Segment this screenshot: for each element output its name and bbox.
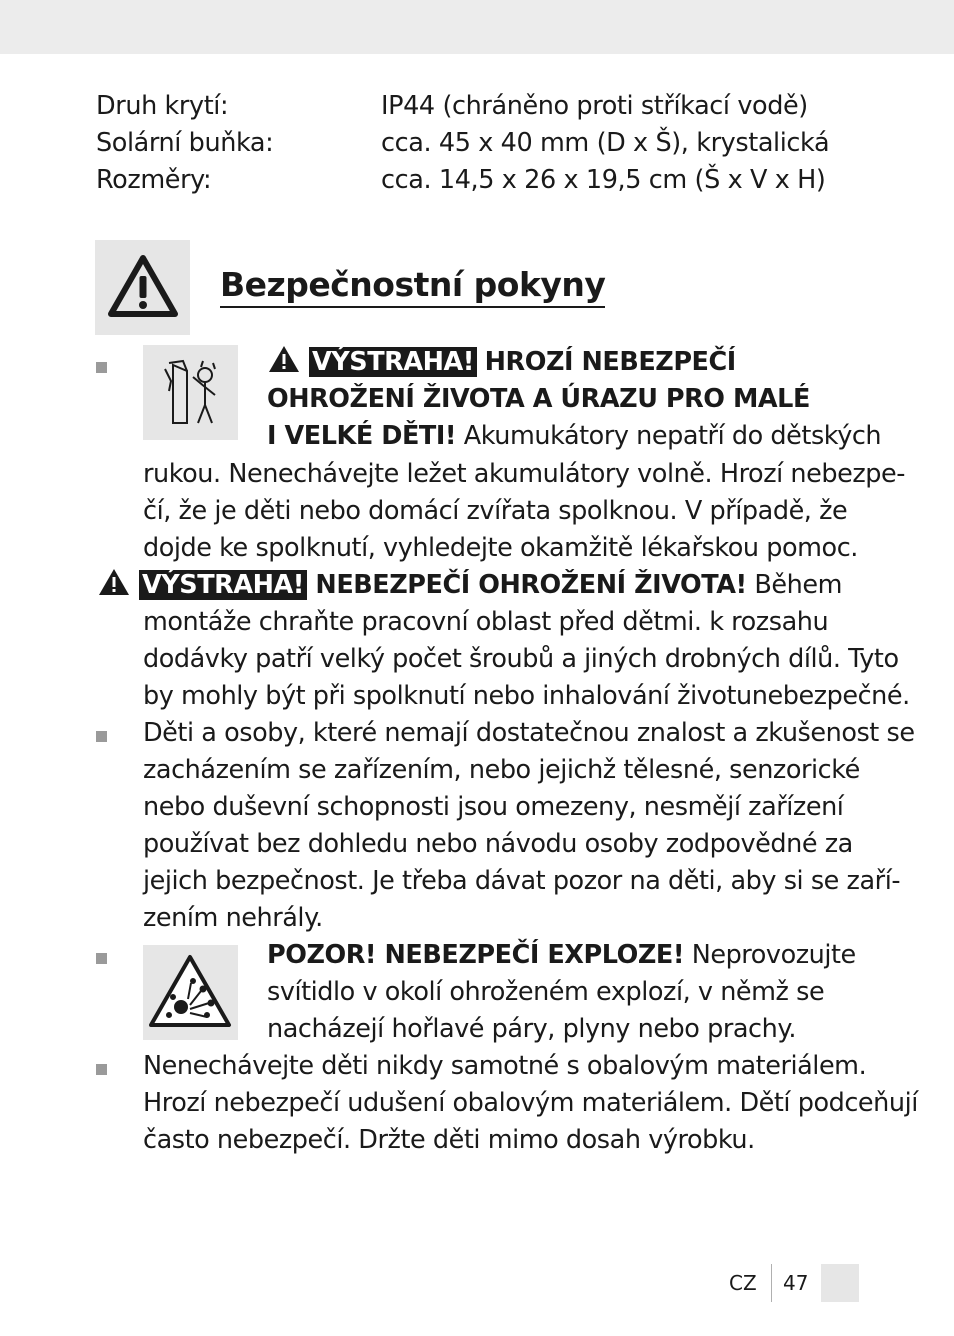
section-warning-box xyxy=(95,240,190,335)
bullet xyxy=(96,1064,107,1075)
body-text: by mohly být při spolknutí nebo inhalování životunebezpečné. xyxy=(143,681,910,711)
spec-row xyxy=(96,125,856,162)
warning-heading: I VELKÉ DĚTI! xyxy=(267,421,457,451)
warning-triangle-icon xyxy=(267,344,301,374)
explosion-pictogram xyxy=(143,945,238,1040)
body-text: dodávky patří velký počet šroubů a jiných drobných dílů. Tyto xyxy=(143,644,899,674)
warning-label: VÝSTRAHA! xyxy=(309,347,477,377)
item2-line xyxy=(97,567,842,604)
section-title: Bezpečnostní pokyny xyxy=(220,265,605,308)
footer-language: CZ xyxy=(729,1271,757,1295)
body-text: čí, že je děti nebo domácí zvířata spolknou. V případě, že xyxy=(143,496,848,526)
body-text: dojde ke spolknutí, vyhledejte okamžitě lékařskou pomoc. xyxy=(143,533,858,563)
body-text: Neprovozujte xyxy=(684,940,856,970)
warning-heading: HROZÍ NEBEZPEČÍ xyxy=(484,347,736,377)
explosion-hazard-icon xyxy=(143,945,238,1040)
top-band xyxy=(0,0,954,54)
body-text: jejich bezpečnost. Je třeba dávat pozor na děti, aby si se zaří- xyxy=(143,866,901,896)
spec-row xyxy=(96,88,856,125)
spec-value: IP44 (chráněno proti stříkací vodě) xyxy=(381,91,808,121)
warning-triangle-icon xyxy=(107,254,179,320)
item4-line xyxy=(267,937,856,974)
child-with-packaging-icon xyxy=(143,345,238,440)
body-text: Akumukátory nepatří do dětských xyxy=(456,421,882,451)
body-text: Během xyxy=(746,570,842,600)
body-text: zením nehrály. xyxy=(143,903,323,933)
warning-heading: POZOR! NEBEZPEČÍ EXPLOZE! xyxy=(267,940,685,970)
spec-table xyxy=(96,88,856,199)
bullet xyxy=(96,953,107,964)
item1-line xyxy=(267,418,881,455)
bullet xyxy=(96,731,107,742)
footer-tab xyxy=(821,1264,859,1302)
page-number: 47 xyxy=(783,1271,809,1295)
warning-heading: OHROŽENÍ ŽIVOTA A ÚRAZU PRO MALÉ xyxy=(267,384,810,414)
body-text: Děti a osoby, které nemají dostatečnou znalost a zkušenost se xyxy=(143,718,915,748)
spec-value: cca. 45 x 40 mm (D x Š), krystalická xyxy=(381,128,830,158)
body-text: Nenechávejte děti nikdy samotné s obalovým materiálem. xyxy=(143,1051,867,1081)
footer-divider xyxy=(771,1264,772,1302)
body-text: zacházením se zařízením, nebo jejichž tělesné, senzorické xyxy=(143,755,860,785)
body-text: rukou. Nenechávejte ležet akumulátory volně. Hrozí nebezpe- xyxy=(143,459,906,489)
warning-triangle-icon xyxy=(97,567,131,597)
spec-row xyxy=(96,162,856,199)
spec-label: Rozměry: xyxy=(96,165,212,195)
body-text: nebo duševní schopnosti jsou omezeny, nesmějí zařízení xyxy=(143,792,844,822)
body-text: montáže chraňte pracovní oblast před dětmi. k rozsahu xyxy=(143,607,829,637)
child-pictogram xyxy=(143,345,238,440)
body-text: Hrozí nebezpečí udušení obalovým materiálem. Dětí podceňují xyxy=(143,1088,918,1118)
warning-label: VÝSTRAHA! xyxy=(139,570,307,600)
body-text: nacházejí hořlavé páry, plyny nebo prachy. xyxy=(267,1014,796,1044)
spec-label: Druh krytí: xyxy=(96,91,229,121)
body-text: používat bez dohledu nebo návodu osoby zodpovědné za xyxy=(143,829,853,859)
warning-heading: NEBEZPEČÍ OHROŽENÍ ŽIVOTA! xyxy=(307,570,747,600)
spec-label: Solární buňka: xyxy=(96,128,274,158)
body-text: často nebezpečí. Držte děti mimo dosah výrobku. xyxy=(143,1125,755,1155)
item1-line xyxy=(267,344,736,381)
body-text: svítidlo v okolí ohroženém explozí, v němž se xyxy=(267,977,825,1007)
bullet xyxy=(96,362,107,373)
spec-value: cca. 14,5 x 26 x 19,5 cm (Š x V x H) xyxy=(381,165,826,195)
